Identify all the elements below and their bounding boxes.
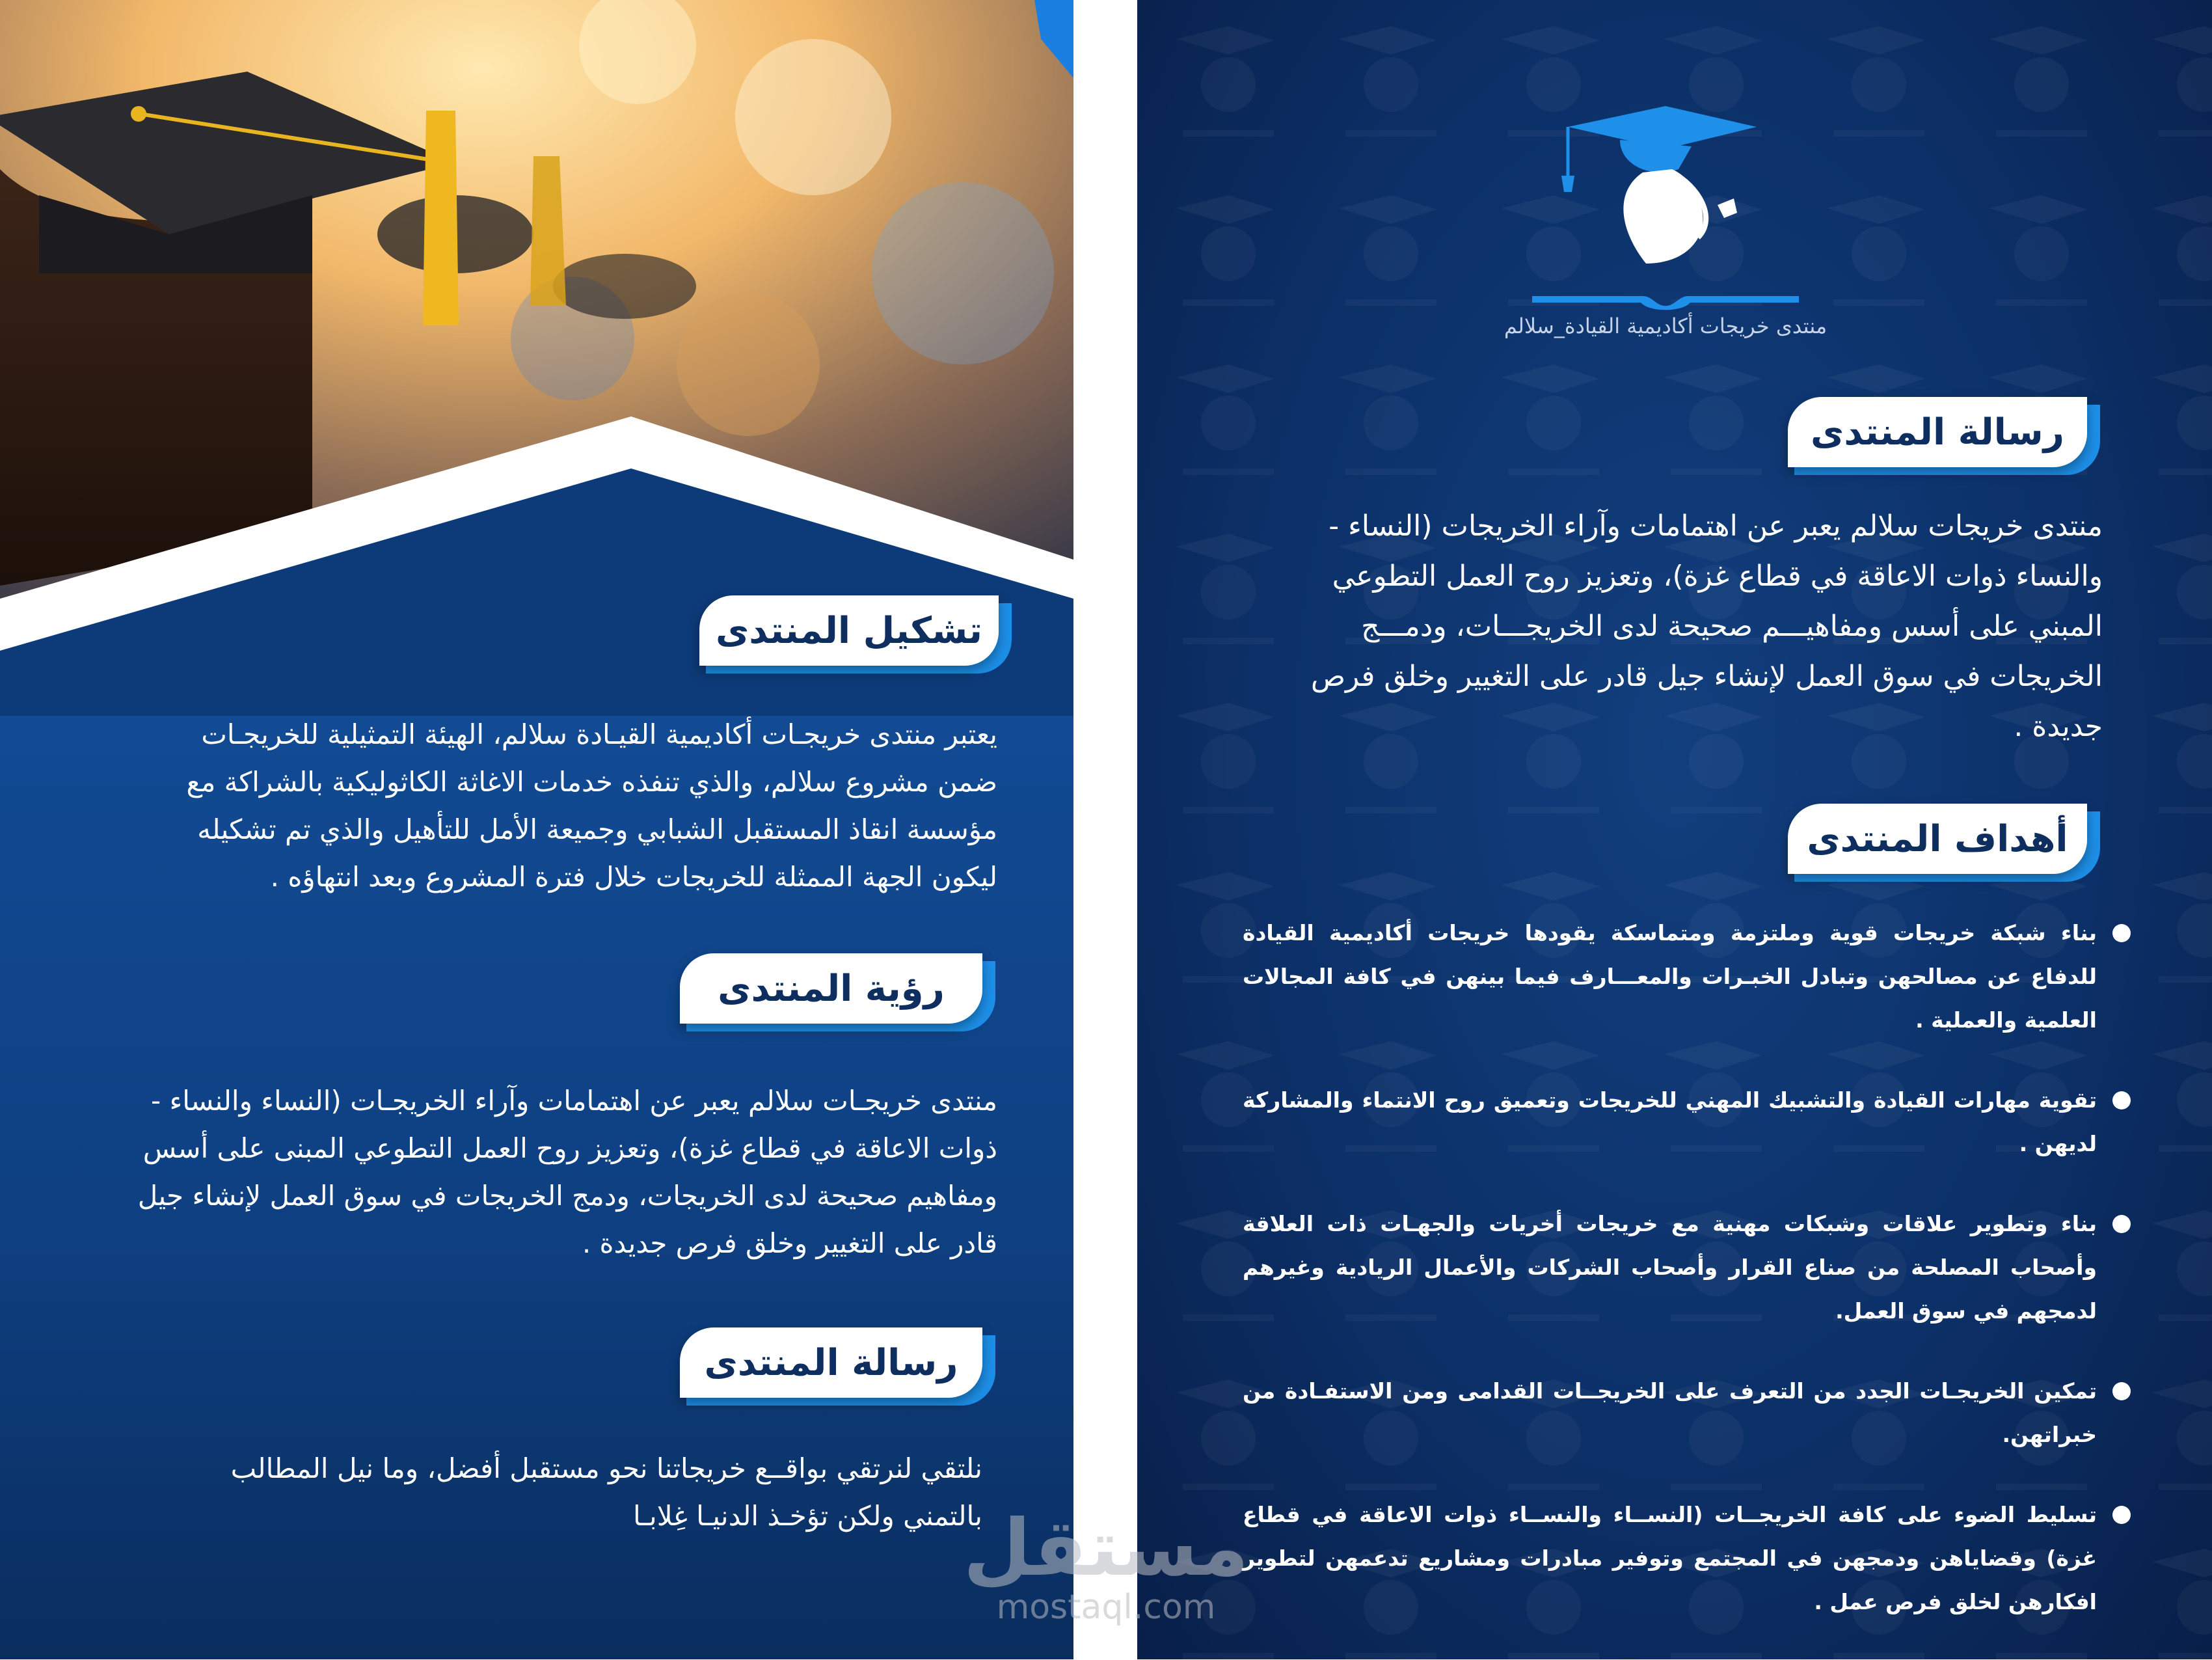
list-item <box>1243 911 2131 1042</box>
paragraph-line: ليكون الجهة الممثلة للخريجات خلال فترة المشروع وبعد انتهاؤه . <box>270 861 997 893</box>
list-item <box>1243 1202 2131 1333</box>
paragraph-line: نلتقي لنرتقي بواقــع خريجاتنا نحو مستقبل أفضل، وما نيل المطالب <box>230 1452 982 1484</box>
paragraph-line: والنساء ذوات الاعاقة في قطاع غزة)، وتعزيز روح العمل التطوعي <box>1332 560 2103 593</box>
heading-message-left-text: رسالة المنتدى <box>704 1341 958 1384</box>
watermark <box>950 1503 1262 1627</box>
logo-caption: منتدى خريجات أكاديمية القيادة_سلالم <box>1504 314 1828 338</box>
heading-vision <box>680 953 982 1024</box>
paragraph-line: ومفاهيم صحيحة لدى الخريجات، ودمج الخريجات في سوق العمل لإنشاء جيل <box>137 1180 997 1212</box>
bullet-icon <box>2112 1215 2131 1233</box>
heading-goals-text: أهداف المنتدى <box>1807 817 2068 860</box>
bullet-icon <box>2112 924 2131 942</box>
paragraph-line: جديدة . <box>2014 710 2103 743</box>
heading-vision-text: رؤية المنتدى <box>718 967 945 1010</box>
paragraph-line: منتدى خريجات سلالم يعبر عن اهتمامات وآراء الخريجات (النساء - <box>1329 510 2103 543</box>
paragraph-line: مؤسسة انقاذ المستقبل الشبابي وجميعة الأمل للتأهيل والذي تم تشكيله <box>197 813 997 845</box>
list-item <box>1243 1078 2131 1165</box>
watermark-latin: mostaql.com <box>996 1588 1216 1627</box>
list-item <box>1243 1369 2131 1456</box>
goal-text: بناء شبكة خريجات قوية وملتزمة ومتماسكة يقودها خريجات أكاديمية القيادة للدفاع عن مصالحهن وتبادل الخبـرات والمعـــارف فيما بينهن في كافة المجالات العلمية والعملية . <box>1243 920 2097 1033</box>
list-item <box>1243 1493 2131 1624</box>
bullet-icon <box>2112 1382 2131 1400</box>
heading-formation-text: تشكيل المنتدى <box>715 609 983 652</box>
paragraph-line: منتدى خريجـات سلالم يعبر عن اهتمامات وآراء الخريجـات (النساء والنساء - <box>150 1085 997 1117</box>
message-left-paragraph <box>91 1445 982 1540</box>
goal-text: تمكين الخريجـات الجدد من التعرف على الخريجــات القدامى ومن الاستفـادة من خبراتهن. <box>1243 1378 2097 1447</box>
watermark-arabic: مستقل <box>963 1503 1249 1594</box>
heading-message-right-text: رسالة المنتدى <box>1811 411 2064 454</box>
formation-paragraph <box>75 711 997 901</box>
heading-message-left <box>680 1327 982 1398</box>
heading-message-right <box>1788 397 2087 467</box>
heading-formation <box>699 595 999 666</box>
goal-text: بناء وتطوير علاقات وشبكات مهنية مع خريجات أخريات والجهـات ذات العلاقة وأصحاب المصلحة من صناع القرار وأصحاب الشركات والأعمال الريادية وغيرهم لدمجهم في سوق العمل. <box>1243 1211 2097 1324</box>
message-right-paragraph <box>1243 501 2103 752</box>
left-panel <box>0 0 1073 1659</box>
paragraph-line: ضمن مشروع سلالم، والذي تنفذه خدمات الاغاثة الكاثوليكية بالشراكة مع <box>186 766 997 798</box>
bullet-icon <box>2112 1091 2131 1109</box>
graduate-woman-logo-icon <box>1522 101 1809 316</box>
paragraph-line: ذوات الاعاقة في قطاع غزة)، وتعزيز روح العمل التطوعي المبنى على أسس <box>142 1132 997 1164</box>
goal-text: تقوية مهارات القيادة والتشبيك المهني للخريجات وتعميق روح الانتماء والمشاركة لديهن . <box>1243 1087 2097 1156</box>
vision-paragraph <box>55 1077 997 1267</box>
paragraph-line: يعتبر منتدى خريجـات أكاديمية القيـادة سلالم، الهيئة التمثيلية للخريجـات <box>201 718 997 750</box>
heading-goals <box>1788 804 2087 874</box>
paragraph-line: الخريجات في سوق العمل لإنشاء جيل قادر على التغيير وخلق فرص <box>1310 660 2103 693</box>
paragraph-line: قادر على التغيير وخلق فرص جديدة . <box>582 1227 997 1259</box>
paragraph-line: المبني على أسس ومفاهيـــم صحيحة لدى الخريجـــات، ودمـــج <box>1361 610 2103 643</box>
goals-list <box>1243 911 2131 1660</box>
goal-text: تسليط الضوء على كافة الخريجــات (النســاء والنســاء ذوات الاعاقة في قطاع غزة) وقضاياهن ودمجهن في المجتمع وتوفير مبادرات ومشاريع تدعمهن لتطوير افكارهن لخلق فرص عمل . <box>1243 1502 2097 1614</box>
paragraph-line: بالتمني ولكن تؤخـذ الدنيـا غِلابـا <box>632 1500 982 1532</box>
bullet-icon <box>2112 1506 2131 1524</box>
